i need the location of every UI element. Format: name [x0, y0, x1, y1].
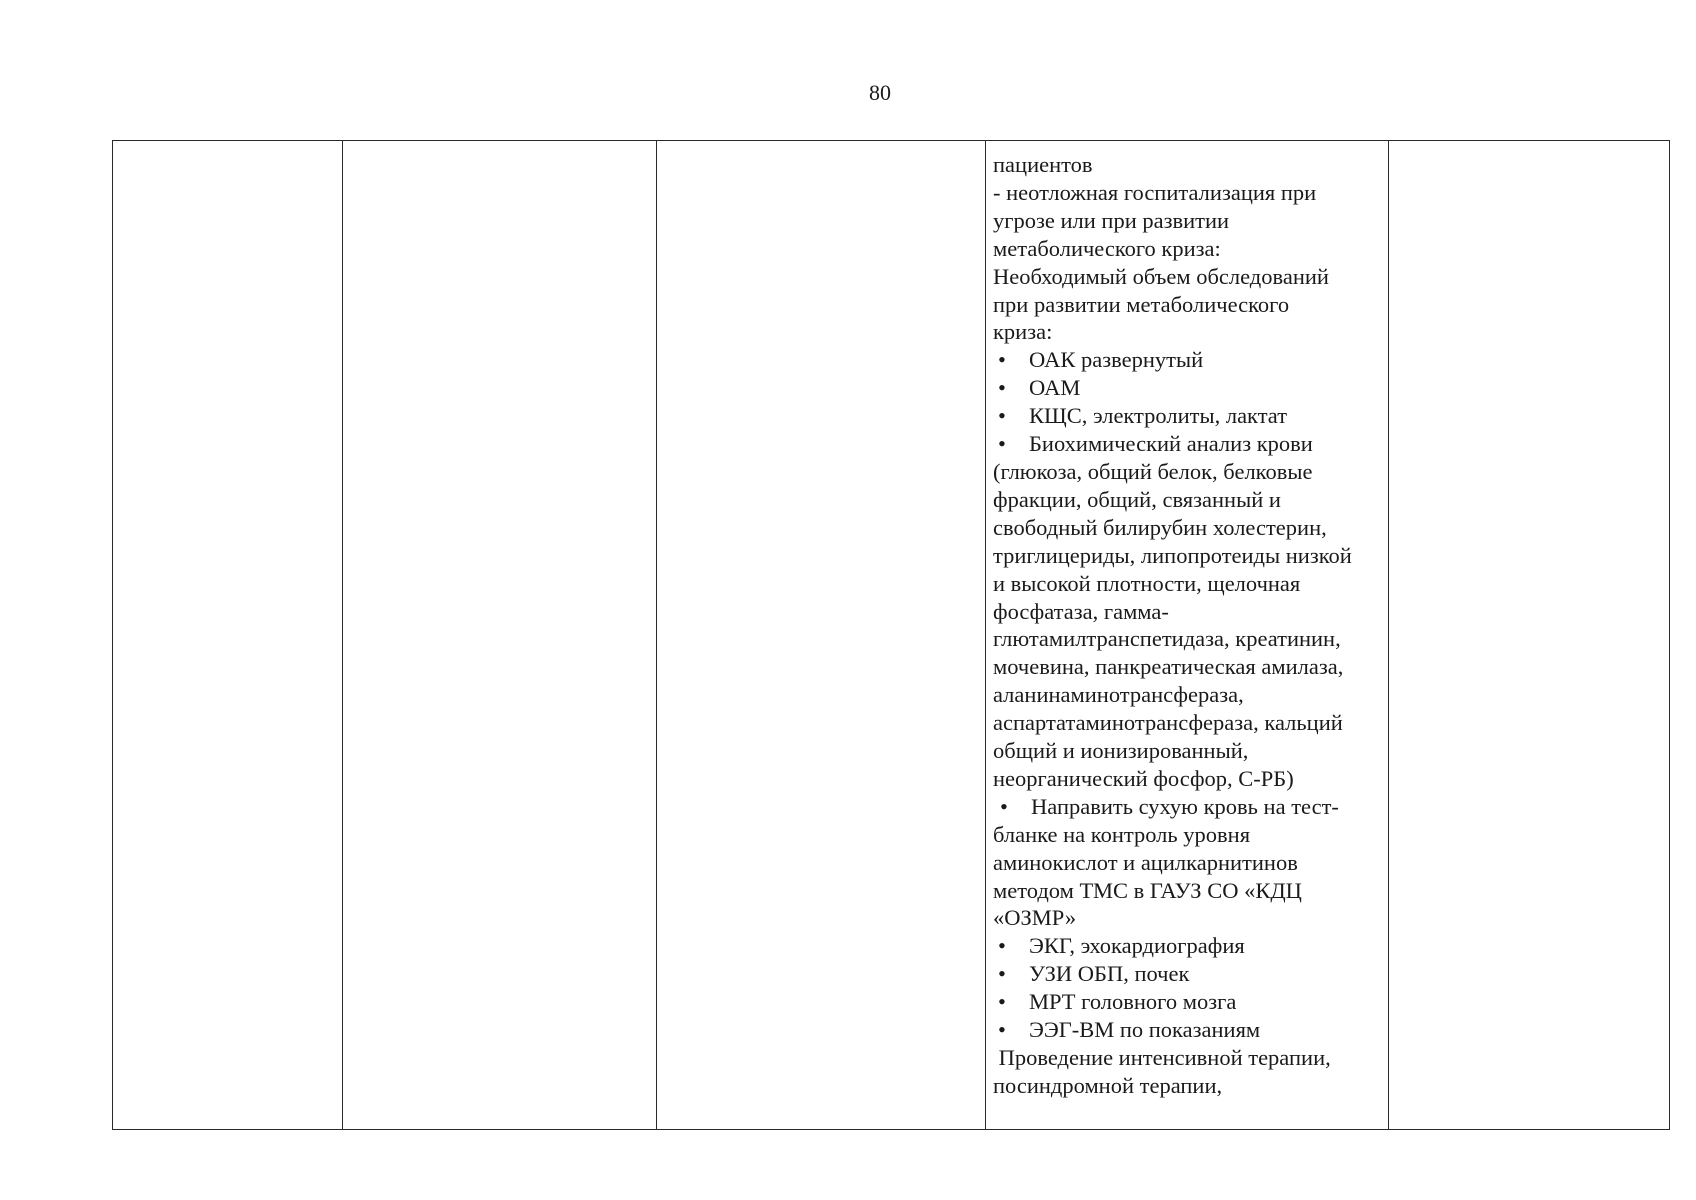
text-line: неорганический фосфор, С-РБ) — [993, 765, 1294, 791]
text-line: угрозе или при развитии — [993, 207, 1230, 233]
cell-text-block — [986, 141, 1388, 1100]
text-line: аминокислот и ацилкарнитинов — [993, 849, 1298, 875]
text-line: метаболического криза: — [993, 235, 1221, 261]
document-table — [112, 140, 1670, 1130]
text-line: методом ТМС в ГАУЗ СО «КДЦ — [993, 877, 1302, 903]
list-item-text: КЩС, электролиты, лактат — [1029, 403, 1288, 429]
list-item — [993, 402, 1382, 430]
text-line: Необходимый объем обследований — [993, 263, 1329, 289]
bullet-icon: • — [998, 989, 1006, 1015]
text-line: при развитии метаболического — [993, 291, 1290, 317]
text-line: и высокой плотности, щелочная — [993, 570, 1301, 596]
bullet-icon: • — [998, 403, 1006, 429]
text-line: мочевина, панкреатическая амилаза, — [993, 654, 1344, 680]
text-line: фракции, общий, связанный и — [993, 486, 1281, 512]
list-item — [993, 932, 1382, 960]
list-item-text: Направить сухую кровь на тест- — [1031, 793, 1339, 819]
text-line: посиндромной терапии, — [993, 1072, 1223, 1098]
bullet-icon: • — [1000, 793, 1008, 819]
text-line: аспартатаминотрансфераза, кальций — [993, 710, 1343, 736]
bullet-icon: • — [998, 1017, 1006, 1043]
bullet-icon: • — [998, 961, 1006, 987]
list-item — [993, 960, 1382, 988]
list-item-text: ЭЭГ-ВМ по показаниям — [1029, 1017, 1261, 1043]
bullet-icon: • — [998, 347, 1006, 373]
text-line: аланинаминотрансфераза, — [993, 682, 1244, 708]
list-item-text: ЭКГ, эхокардиография — [1029, 933, 1245, 959]
table-cell-col-4 — [986, 141, 1389, 1130]
page-number: 80 — [869, 80, 891, 105]
text-line: криза: — [993, 319, 1053, 345]
bullet-icon: • — [998, 375, 1006, 401]
list-item-text: ОАК развернутый — [1029, 347, 1204, 373]
text-line: бланке на контроль уровня — [993, 821, 1251, 847]
table-cell-col-1 — [113, 141, 343, 1130]
text-line: Проведение интенсивной терапии, — [993, 1045, 1331, 1070]
bullet-icon: • — [998, 933, 1006, 959]
table-cell-col-3 — [657, 141, 986, 1130]
list-item — [993, 988, 1382, 1016]
list-item — [993, 1016, 1382, 1044]
list-item-text: УЗИ ОБП, почек — [1029, 961, 1190, 987]
list-item — [993, 793, 1382, 821]
table-cell-col-5 — [1389, 141, 1670, 1130]
list-item-text: МРТ головного мозга — [1029, 989, 1237, 1015]
table-row — [113, 141, 1670, 1130]
text-line: - неотложная госпитализация при — [993, 179, 1317, 205]
text-line: триглицериды, липопротеиды низкой — [993, 542, 1352, 568]
list-item-text: ОАМ — [1029, 375, 1081, 401]
text-line: фосфатаза, гамма- — [993, 598, 1169, 624]
list-item-text: Биохимический анализ крови — [1029, 431, 1313, 457]
list-item — [993, 346, 1382, 374]
table-cell-col-2 — [343, 141, 657, 1130]
text-line: (глюкоза, общий белок, белковые — [993, 458, 1313, 484]
list-item — [993, 374, 1382, 402]
list-item — [993, 430, 1382, 458]
text-line: пациентов — [993, 152, 1093, 177]
bullet-icon: • — [998, 431, 1006, 457]
text-line: глютамилтранспетидаза, креатинин, — [993, 626, 1341, 652]
text-line: «ОЗМР» — [993, 905, 1077, 931]
text-line: общий и ионизированный, — [993, 738, 1249, 764]
text-line: свободный билирубин холестерин, — [993, 514, 1327, 540]
